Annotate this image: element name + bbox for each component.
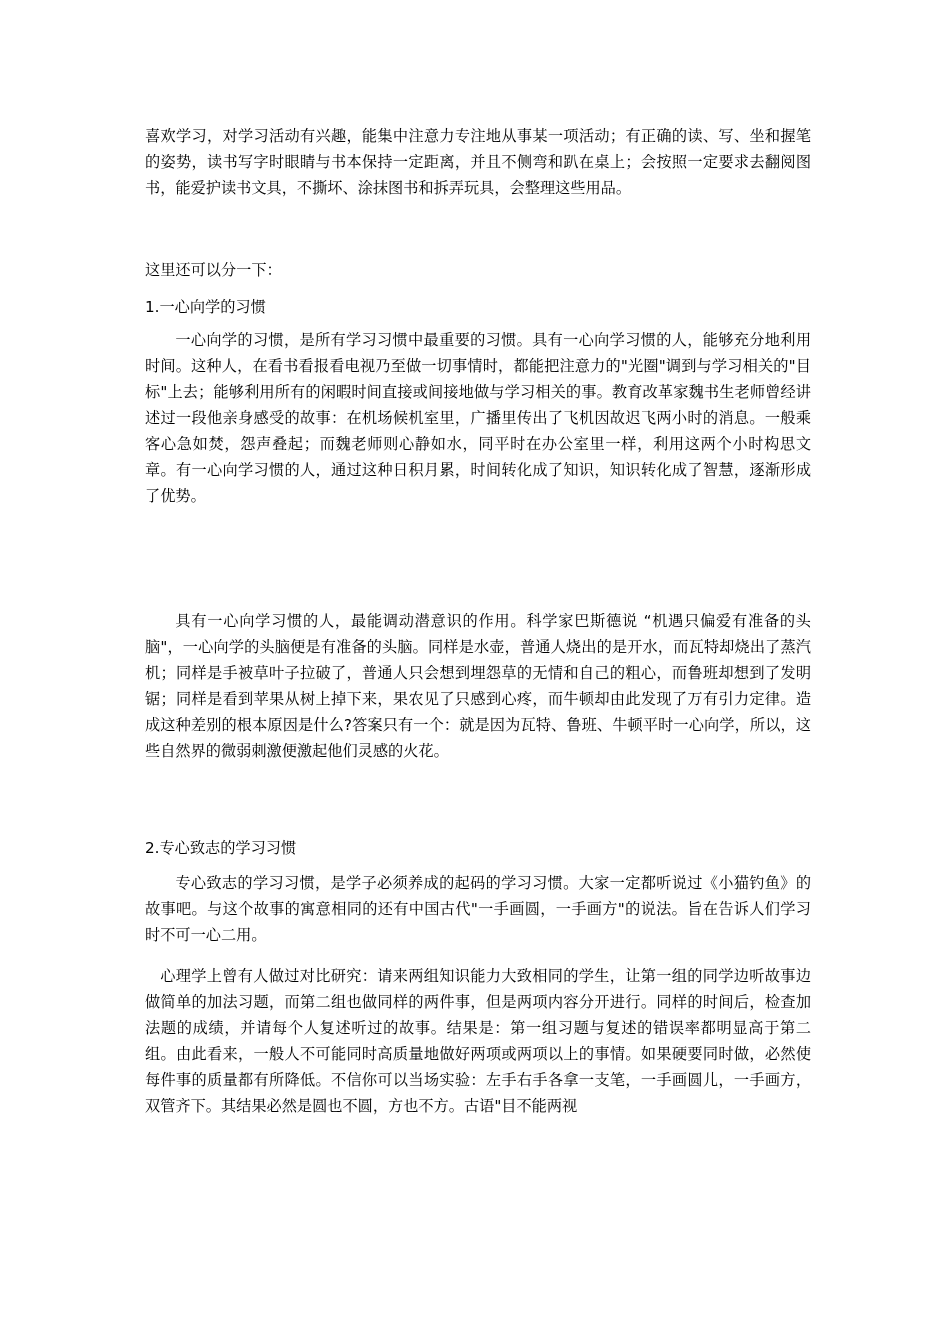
paragraph-intro: 喜欢学习，对学习活动有兴趣，能集中注意力专注地从事某一项活动；有正确的读、写、坐和握笔的姿势，读书写字时眼睛与书本保持一定距离，并且不侧弯和趴在桌上；会按照一定要求去翻阅图书，能爱护读书文具，不撕坏、涂抹图书和拆弄玩具，会整理这些用品。 — [145, 127, 811, 197]
paragraph-section2-b: 心理学上曾有人做过对比研究：请来两组知识能力大致相同的学生，让第一组的同学边听故事边做简单的加法习题，而第二组也做同样的两件事，但是两项内容分开进行。同样的时间后，检查加法题的成绩，并请每个人复述听过的故事。结果是：第一组习题与复述的错误率都明显高于第二组。由此看来，一般人不可能同时高质量地做好两项或两项以上的事情。如果硬要同时做，必然使每件事的质量都有所降低。不信你可以当场实验：左手右手各拿一支笔，一手画圆儿，一手画方，双管齐下。其结果必然是圆也不圆，方也不方。古语"目不能两视 — [145, 967, 811, 1115]
section-heading-2: 2.专心致志的学习习惯 — [145, 839, 297, 857]
section-heading-1: 1.一心向学的习惯 — [145, 298, 266, 316]
paragraph-section1-b: 具有一心向学习惯的人，最能调动潜意识的作用。科学家巴斯德说 “机遇只偏爱有准备的头脑"，一心向学的头脑便是有准备的头脑。同样是水壶，普通人烧出的是开水，而瓦特却烧出了蒸汽机；同样是手被草叶子拉破了，普通人只会想到埋怨草的无情和自己的粗心，而鲁班却想到了发明锯；同样是看到苹果从树上掉下来，果农见了只感到心疼，而牛顿却由此发现了万有引力定律。造成这种差别的根本原因是什么?答案只有一个：就是因为瓦特、鲁班、牛顿平时一心向学，所以，这些自然界的微弱刺激便激起他们灵感的火花。 — [145, 612, 811, 760]
paragraph-section2-a: 专心致志的学习习惯，是学子必须养成的起码的学习习惯。大家一定都听说过《小猫钓鱼》的故事吧。与这个故事的寓意相同的还有中国古代"一手画圆，一手画方"的说法。旨在告诉人们学习时不可一心二用。 — [145, 874, 811, 944]
paragraph-section1-a: 一心向学的习惯，是所有学习习惯中最重要的习惯。具有一心向学习惯的人，能够充分地利用时间。这种人，在看书看报看电视乃至做一切事情时，都能把注意力的"光圈"调到与学习相关的"目标"上去；能够利用所有的闲暇时间直接或间接地做与学习相关的事。教育改革家魏书生老师曾经讲述过一段他亲身感受的故事：在机场候机室里，广播里传出了飞机因故迟飞两小时的消息。一般乘客心急如焚，怨声叠起；而魏老师则心静如水，同平时在办公室里一样，利用这两个小时构思文章。有一心向学习惯的人，通过这种日积月累，时间转化成了知识，知识转化成了智慧，逐渐形成了优势。 — [145, 331, 811, 505]
paragraph-subdivide: 这里还可以分一下： — [145, 261, 282, 279]
